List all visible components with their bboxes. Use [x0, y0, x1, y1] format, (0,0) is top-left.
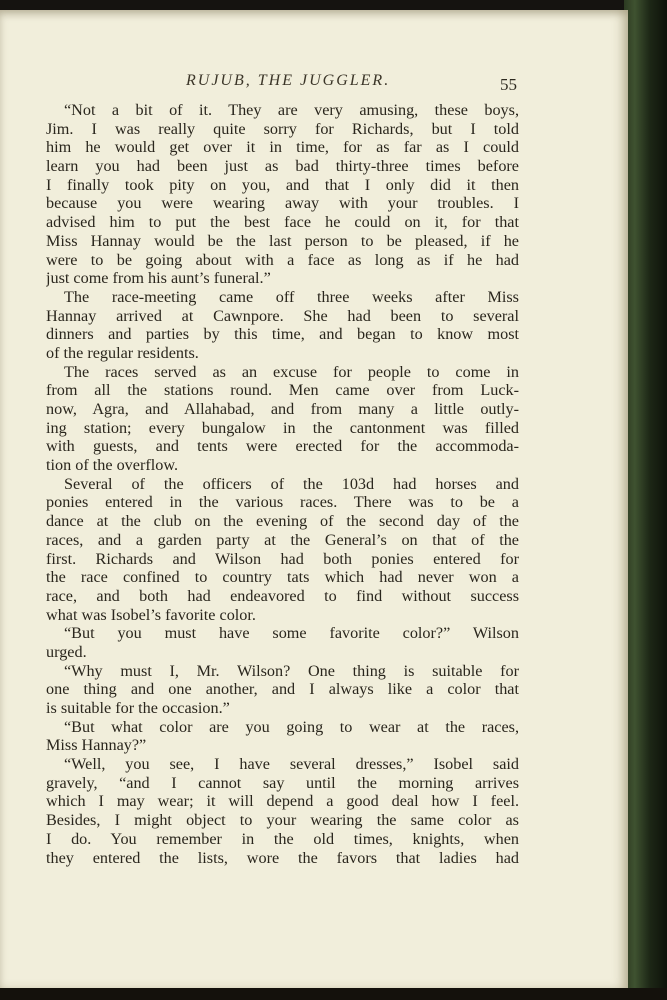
- text-line: “Not a bit of it. They are very amusing, these boys,: [64, 101, 519, 119]
- text-line: were to be going about with a face as long as if he had: [46, 250, 519, 269]
- text-line: is suitable for the occasion.”: [46, 699, 230, 717]
- text-line: Besides, I might object to your wearing the same color as: [46, 811, 519, 830]
- text-line: urged.: [46, 642, 87, 661]
- text-line: now, Agra, and Allahabad, and from many a little outly-: [46, 400, 519, 418]
- text-line: with guests, and tents were erected for the accommoda-: [46, 437, 519, 456]
- text-line: Miss Hannay would be the last person to be pleased, if he: [46, 231, 519, 250]
- text-line: “Well, you see, I have several dresses,” Isobel said: [64, 755, 519, 774]
- text-line: “Why must I, Mr. Wilson? One thing is suitable for: [64, 661, 519, 680]
- text-line: I finally took pity on you, and that I only did it then: [46, 175, 519, 194]
- text-line: learn you had been just as bad thirty-three times before: [46, 157, 519, 176]
- text-line: which I may wear; it will depend a good deal how I feel.: [46, 792, 519, 811]
- text-line: gravely, “and I cannot say until the morning arrives: [46, 773, 519, 792]
- text-line: ing station; every bungalow in the cantonment was filled: [46, 418, 519, 437]
- text-line: Miss Hannay?”: [46, 736, 147, 755]
- text-line: dance at the club on the evening of the second day of the: [46, 512, 519, 531]
- text-line: races, and a garden party at the General’s on that of the: [46, 530, 519, 549]
- text-line: Hannay arrived at Cawnpore. She had been to several: [46, 306, 519, 325]
- text-line: The race-meeting came off three weeks after Miss: [64, 287, 519, 306]
- text-line: one thing and one another, and I always like a color that: [46, 680, 519, 699]
- text-line: race, and both had endeavored to find without success: [46, 586, 519, 605]
- text-line: The races served as an excuse for people to come in: [64, 362, 519, 381]
- book-spine: [624, 0, 667, 1000]
- text-line: dinners and parties by this time, and began to know most: [46, 325, 519, 344]
- text-line: Jim. I was really quite sorry for Richards, but I told: [46, 119, 519, 138]
- text-line: of the regular residents.: [46, 343, 199, 362]
- text-line: they entered the lists, wore the favors that ladies had: [46, 848, 519, 867]
- text-line: advised him to put the best face he could on it, for that: [46, 213, 519, 232]
- page-header: [0, 72, 628, 96]
- text-line: the race confined to country tats which had never won a: [46, 568, 519, 587]
- text-line: first. Richards and Wilson had both ponies entered for: [46, 549, 519, 568]
- text-line: ponies entered in the various races. There was to be a: [46, 493, 519, 512]
- text-line: because you were wearing away with your troubles. I: [46, 194, 519, 213]
- text-line: Several of the officers of the 103d had horses and: [64, 474, 519, 493]
- text-line: “But you must have some favorite color?” Wilson: [64, 624, 519, 643]
- body-text: [46, 101, 519, 867]
- text-line: I do. You remember in the old times, knights, when: [46, 829, 519, 848]
- text-line: “But what color are you going to wear at the races,: [64, 717, 519, 736]
- page-number: 55: [500, 75, 517, 94]
- text-line: from all the stations round. Men came over from Luck-: [46, 381, 519, 400]
- scan-bottom-edge: [0, 988, 667, 1000]
- text-line: just come from his aunt’s funeral.”: [46, 269, 271, 288]
- text-line: tion of the overflow.: [46, 456, 179, 475]
- text-line: what was Isobel’s favorite color.: [46, 605, 256, 624]
- text-line: him he would get over it in time, for as far as I could: [46, 138, 519, 157]
- running-head: RUJUB, THE JUGGLER.: [186, 72, 391, 89]
